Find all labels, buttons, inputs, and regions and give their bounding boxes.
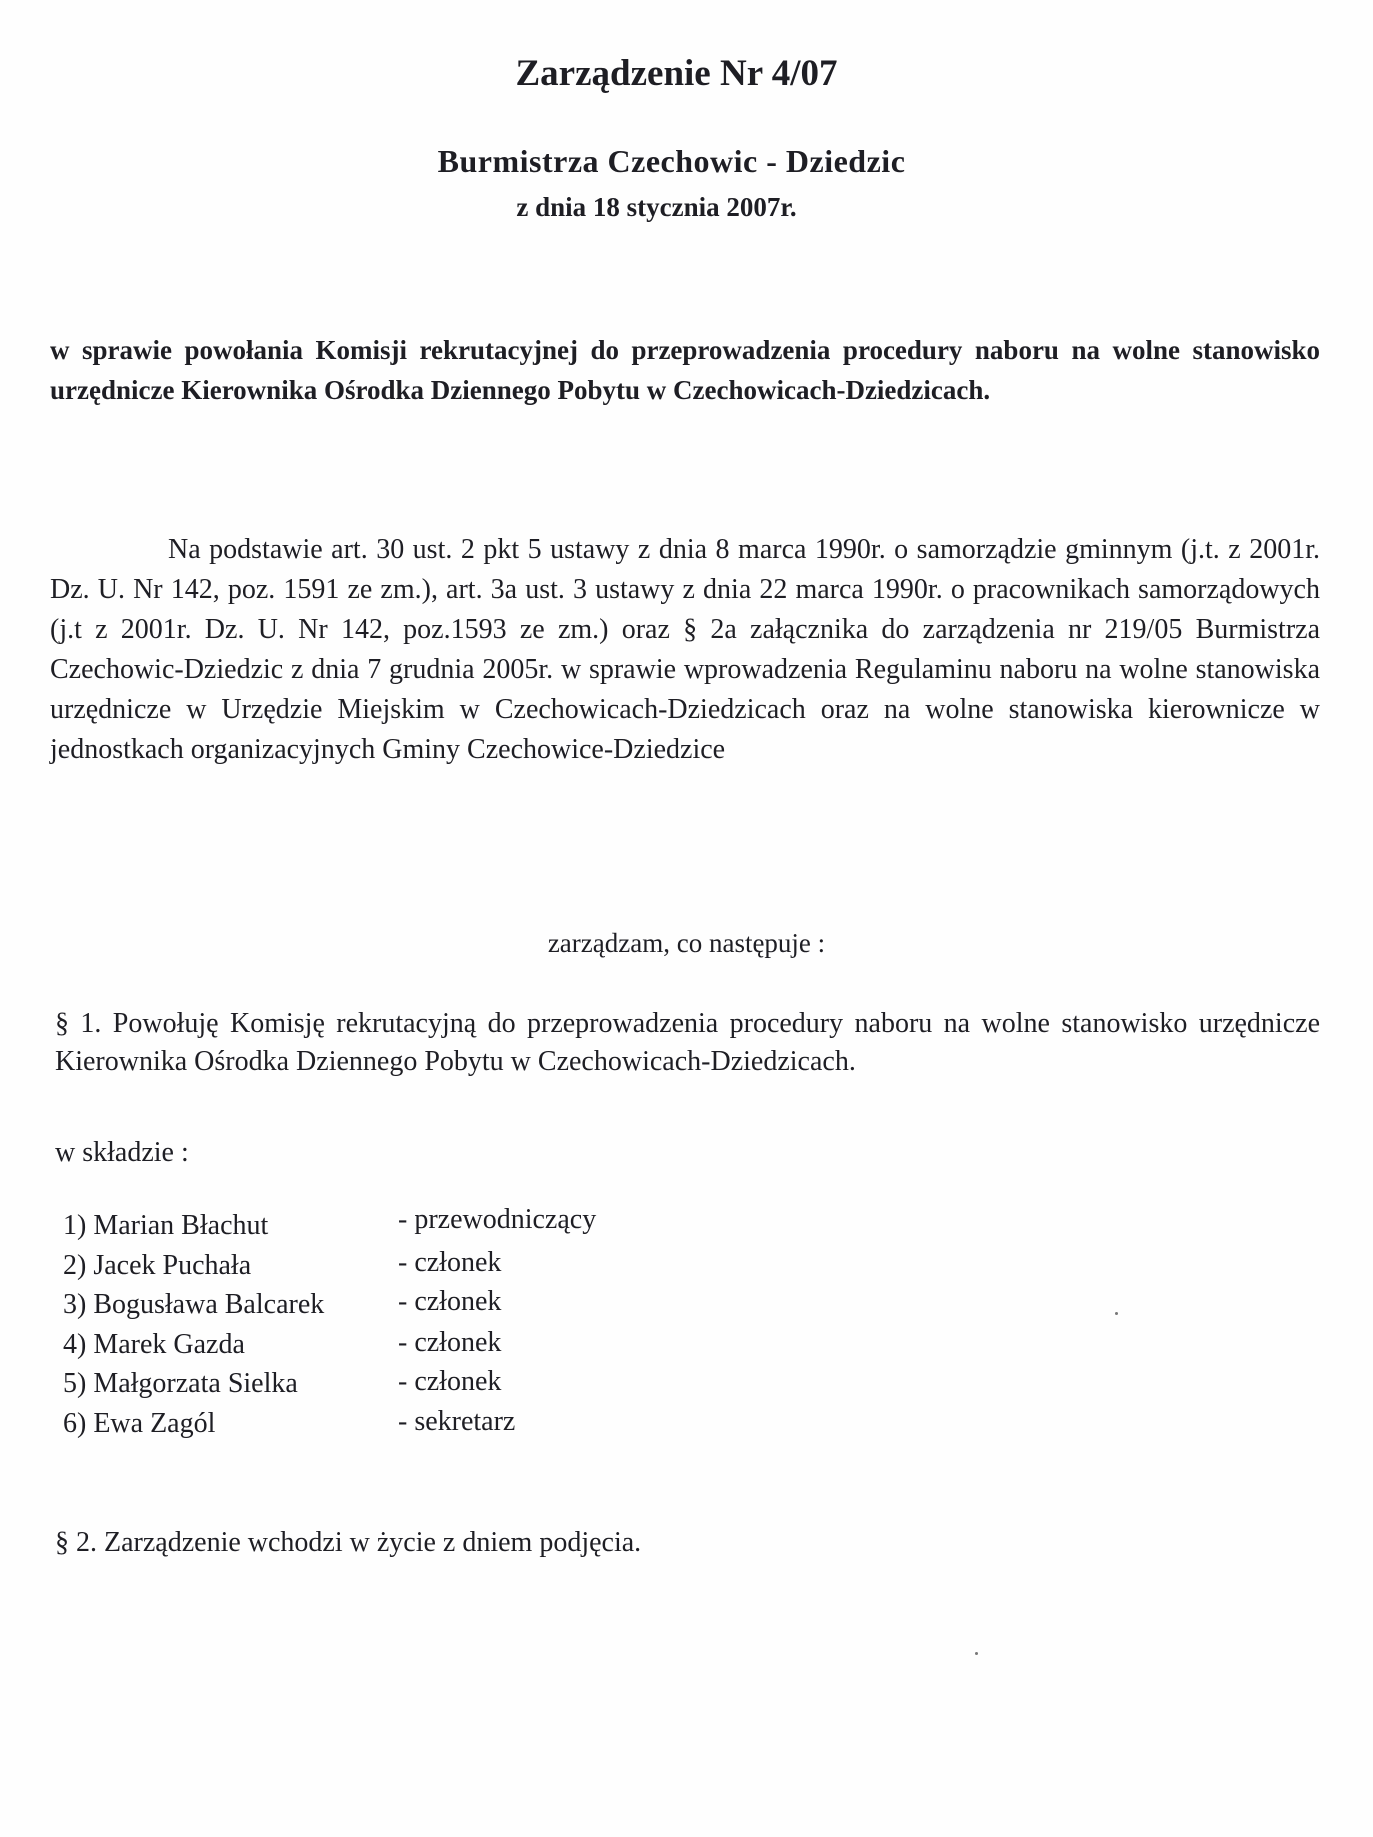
- member-name: 6) Ewa Zagól: [63, 1407, 216, 1439]
- member-role: - przewodniczący: [398, 1204, 597, 1235]
- member-row: [63, 1405, 763, 1448]
- document-issuer: Burmistrza Czechowic - Dziedzic: [437, 143, 906, 179]
- member-row: [63, 1246, 763, 1290]
- member-row: [63, 1286, 763, 1329]
- document-subject: w sprawie powołania Komisji rekrutacyjnej do przeprowadzenia procedury naboru na wolne stanowisko urzędnicze Kierownika Ośrodka Dziennego Pobytu w Czechowicach-Dziedzicach.: [50, 335, 1320, 405]
- member-name: 2) Jacek Puchała: [63, 1249, 252, 1281]
- member-row: [63, 1368, 763, 1408]
- member-role: - członek: [398, 1326, 502, 1358]
- member-row: [63, 1204, 763, 1250]
- paragraph-2: § 2. Zarządzenie wchodzi w życie z dniem podjęcia.: [55, 1527, 642, 1558]
- member-name: 3) Bogusława Balcarek: [63, 1289, 325, 1320]
- member-name: 1) Marian Błachut: [63, 1210, 269, 1241]
- composition-label: w składzie :: [55, 1137, 189, 1168]
- decree-statement: zarządzam, co następuje :: [547, 928, 826, 958]
- member-row: [63, 1326, 763, 1369]
- document-title: Zarządzenie Nr 4/07: [515, 53, 838, 94]
- member-role: - członek: [398, 1366, 502, 1397]
- scan-speck: [975, 1652, 978, 1655]
- member-role: - członek: [398, 1246, 502, 1278]
- document-date: z dnia 18 stycznia 2007r.: [516, 192, 797, 222]
- committee-members-list: [63, 1204, 763, 1447]
- member-role: - sekretarz: [398, 1405, 516, 1437]
- paragraph-1: § 1. Powołuję Komisję rekrutacyjną do przeprowadzenia procedury naboru na wolne stanowisko urzędnicze Kierownika Ośrodka Dziennego Pobytu w Czechowicach-Dziedzicach.: [55, 1008, 1320, 1077]
- scan-speck: [1115, 1312, 1118, 1315]
- member-role: - członek: [398, 1286, 502, 1317]
- legal-basis-paragraph: Na podstawie art. 30 ust. 2 pkt 5 ustawy z dnia 8 marca 1990r. o samorządzie gminnym (j.t. z 2001r. Dz. U. Nr 142, poz. 1591 ze zm.), art. 3a ust. 3 ustawy z dnia 22 marca 1990r. o pracownikach samorządowych (j.t z 2001r. Dz. U. Nr 142, poz.1593 ze zm.) oraz § 2a załącznika do zarządzenia nr 219/05 Burmistrza Czechowic-Dziedzic z dnia 7 grudnia 2005r. w sprawie wprowadzenia Regulaminu naboru na wolne stanowiska urzędnicze w Urzędzie Miejskim w Czechowicach-Dziedzicach oraz na wolne stanowiska kierownicze w jednostkach organizacyjnych Gminy Czechowice-Dziedzice: [50, 534, 1320, 765]
- member-name: 4) Marek Gazda: [63, 1328, 245, 1360]
- member-name: 5) Małgorzata Sielka: [63, 1368, 298, 1399]
